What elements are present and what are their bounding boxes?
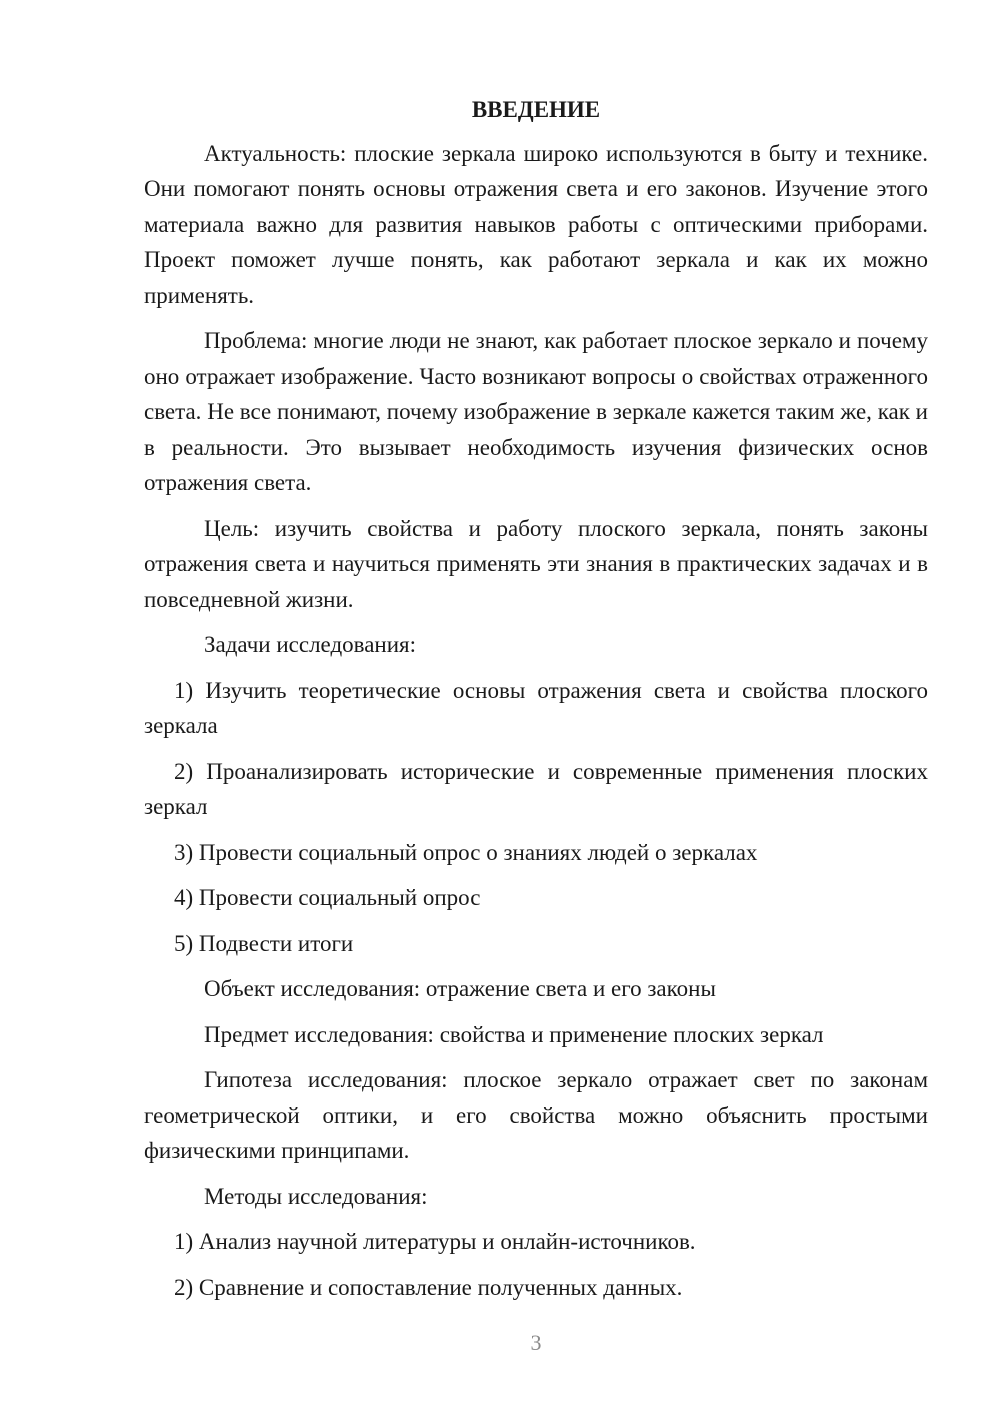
paragraph-relevance: Актуальность: плоские зеркала широко используются в быту и технике. Они помогают понять основы отражения света и его законов. Изучение этого материала важно для развития навыков работы с оптическими приборами. Проект поможет лучше понять, как работают зеркала и как их можно применять. bbox=[144, 140, 928, 308]
paragraph-goal: Цель: изучить свойства и работу плоского зеркала, понять законы отражения света и научиться применять эти знания в практических задачах и в повседневной жизни. bbox=[144, 515, 928, 612]
task-item: 4) Провести социальный опрос bbox=[174, 885, 481, 910]
task-item: 1) Изучить теоретические основы отражения света и свойства плоского зеркала bbox=[144, 677, 928, 738]
task-item: 5) Подвести итоги bbox=[174, 930, 354, 956]
task-item: 2) Проанализировать исторические и современные применения плоских зеркал bbox=[144, 758, 928, 819]
methods-heading: Методы исследования: bbox=[204, 1183, 428, 1209]
tasks-heading: Задачи исследования: bbox=[204, 632, 417, 657]
paragraph-subject: Предмет исследования: свойства и применение плоских зеркал bbox=[204, 1021, 824, 1047]
document-page bbox=[144, 92, 928, 1315]
method-item: 1) Анализ научной литературы и онлайн-источников. bbox=[174, 1229, 696, 1254]
page-number: 3 bbox=[530, 1330, 542, 1355]
section-title: ВВЕДЕНИЕ bbox=[471, 97, 601, 122]
task-item: 3) Провести социальный опрос о знаниях людей о зеркалах bbox=[174, 839, 758, 865]
paragraph-object: Объект исследования: отражение света и его законы bbox=[204, 976, 716, 1001]
paragraph-problem: Проблема: многие люди не знают, как работает плоское зеркало и почему оно отражает изображение. Часто возникают вопросы о свойствах отраженного света. Не все понимают, почему изображение в зеркале кажется таким же, как и в реальности. Это вызывает необходимость изучения физических основ отражения света. bbox=[144, 328, 928, 495]
paragraph-hypothesis: Гипотеза исследования: плоское зеркало отражает свет по законам геометрической оптики, и его свойства можно объяснить простыми физическими принципами. bbox=[144, 1067, 928, 1163]
method-item: 2) Сравнение и сопоставление полученных данных. bbox=[174, 1274, 683, 1300]
